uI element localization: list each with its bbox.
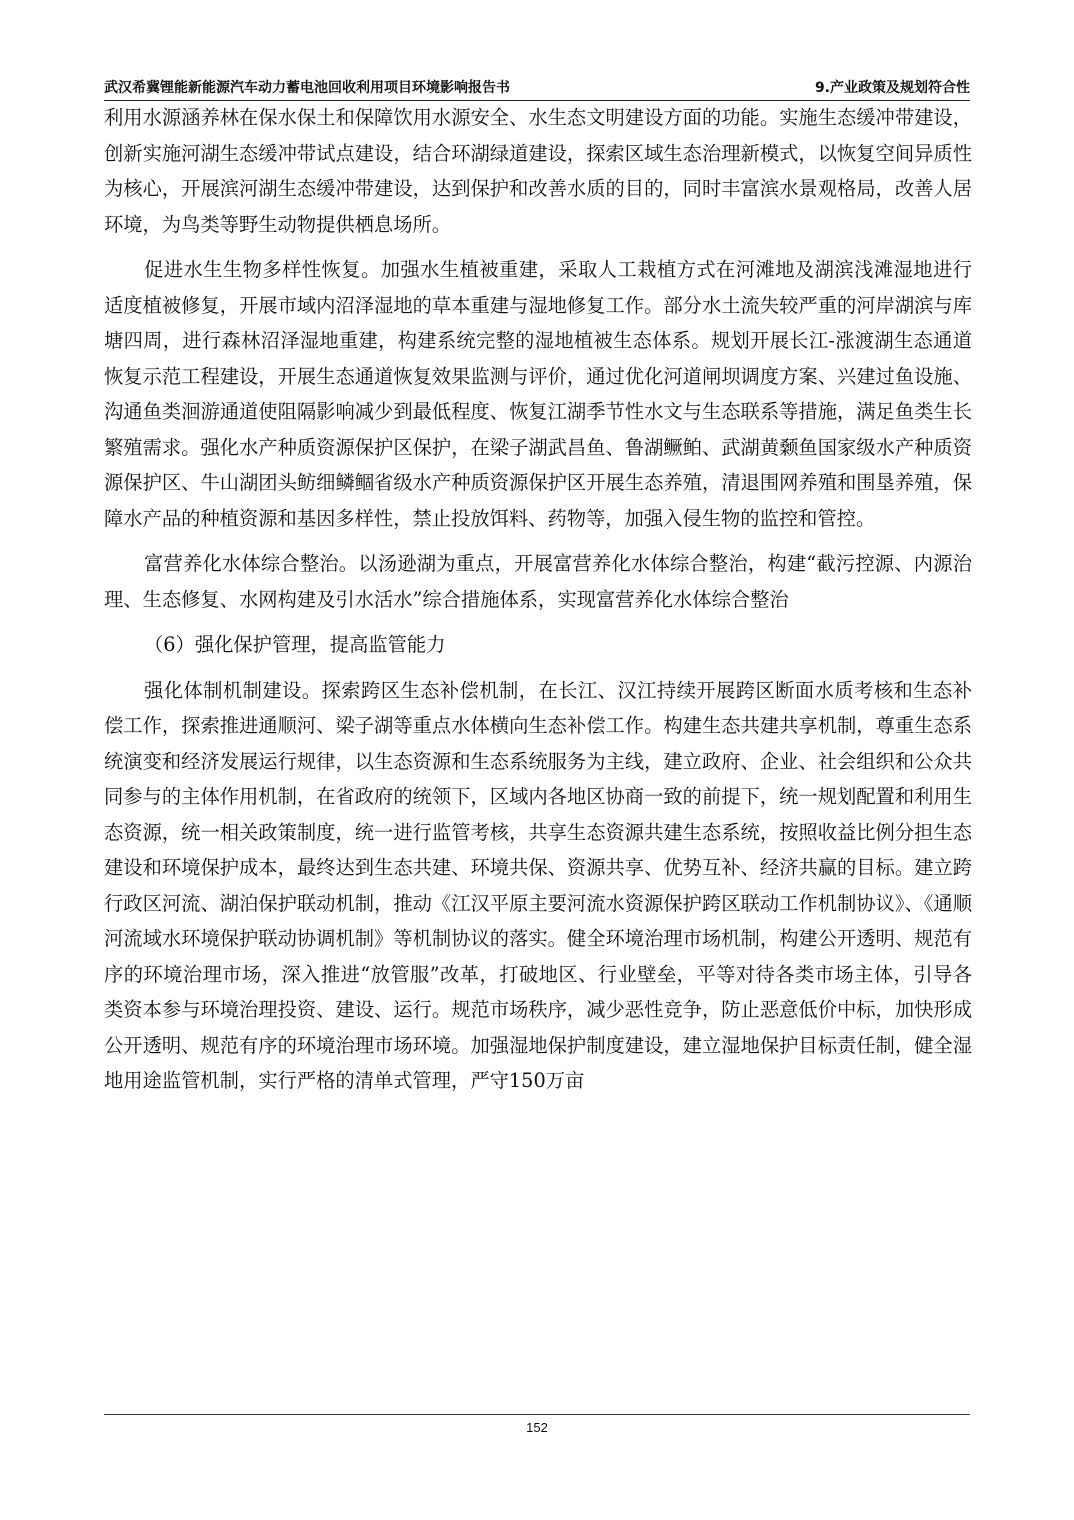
page-number: 152: [526, 1420, 548, 1435]
page-header: [104, 76, 970, 101]
footer-divider: [104, 1414, 970, 1415]
section-subheading: （6）强化保护管理，提高监管能力: [144, 633, 446, 656]
page-body: [104, 100, 972, 1099]
header-document-title: 武汉希冀锂能新能源汽车动力蓄电池回收利用项目环境影响报告书: [104, 80, 510, 96]
body-paragraph-continued: 利用水源涵养林在保水保土和保障饮用水源安全、水生态文明建设方面的功能。实施生态缓冲带建设，创新实施河湖生态缓冲带试点建设，结合环湖绿道建设，探索区域生态治理新模式，以恢复空间异质性为核心，开展滨河湖生态缓冲带建设，达到保护和改善水质的目的，同时丰富滨水景观格局，改善人居环境，为鸟类等野生动物提供栖息场所。: [104, 106, 972, 236]
body-paragraph: 富营养化水体综合整治。以汤逊湖为重点，开展富营养化水体综合整治，构建“截污控源、内源治理、生态修复、水网构建及引水活水”综合措施体系，实现富营养化水体综合整治: [104, 552, 972, 611]
body-paragraph: 强化体制机制建设。探索跨区生态补偿机制，在长江、汉江持续开展跨区断面水质考核和生态补偿工作，探索推进通顺河、梁子湖等重点水体横向生态补偿工作。构建生态共建共享机制，尊重生态系统演变和经济发展运行规律，以生态资源和生态系统服务为主线，建立政府、企业、社会组织和公众共同参与的主体作用机制，在省政府的统领下，区域内各地区协商一致的前提下，统一规划配置和利用生态资源，统一相关政策制度，统一进行监管考核，共享生态资源共建生态系统，按照收益比例分担生态建设和环境保护成本，最终达到生态共建、环境共保、资源共享、优势互补、经济共赢的目标。建立跨行政区河流、湖泊保护联动机制，推动《江汉平原主要河流水资源保护跨区联动工作机制协议》、《通顺河流域水环境保护联动协调机制》等机制协议的落实。健全环境治理市场机制，构建公开透明、规范有序的环境治理市场，深入推进“放管服”改革，打破地区、行业壁垒，平等对待各类市场主体，引导各类资本参与环境治理投资、建设、运行。规范市场秩序，减少恶性竞争，防止恶意低价中标，加快形成公开透明、规范有序的环境治理市场环境。加强湿地保护制度建设，建立湿地保护目标责任制，健全湿地用途监管机制，实行严格的清单式管理，严守150万亩: [104, 678, 972, 1092]
body-paragraph: 促进水生生物多样性恢复。加强水生植被重建，采取人工栽植方式在河滩地及湖滨浅滩湿地进行适度植被修复，开展市域内沼泽湿地的草本重建与湿地修复工作。部分水土流失较严重的河岸湖滨与库塘四周，进行森林沼泽湿地重建，构建系统完整的湿地植被生态体系。规划开展长江-涨渡湖生态通道恢复示范工程建设，开展生态通道恢复效果监测与评价，通过优化河道闸坝调度方案、兴建过鱼设施、沟通鱼类洄游通道使阻隔影响减少到最低程度、恢复江湖季节性水文与生态联系等措施，满足鱼类生长繁殖需求。强化水产种质资源保护区保护，在梁子湖武昌鱼、鲁湖鳜鲌、武湖黄颡鱼国家级水产种质资源保护区、牛山湖团头鲂细鳞鲴省级水产种质资源保护区开展生态养殖，清退围网养殖和围垦养殖，保障水产品的种植资源和基因多样性，禁止投放饵料、药物等，加强入侵生物的监控和管控。: [104, 258, 972, 530]
header-section-title: 9.产业政策及规划符合性: [814, 80, 970, 96]
